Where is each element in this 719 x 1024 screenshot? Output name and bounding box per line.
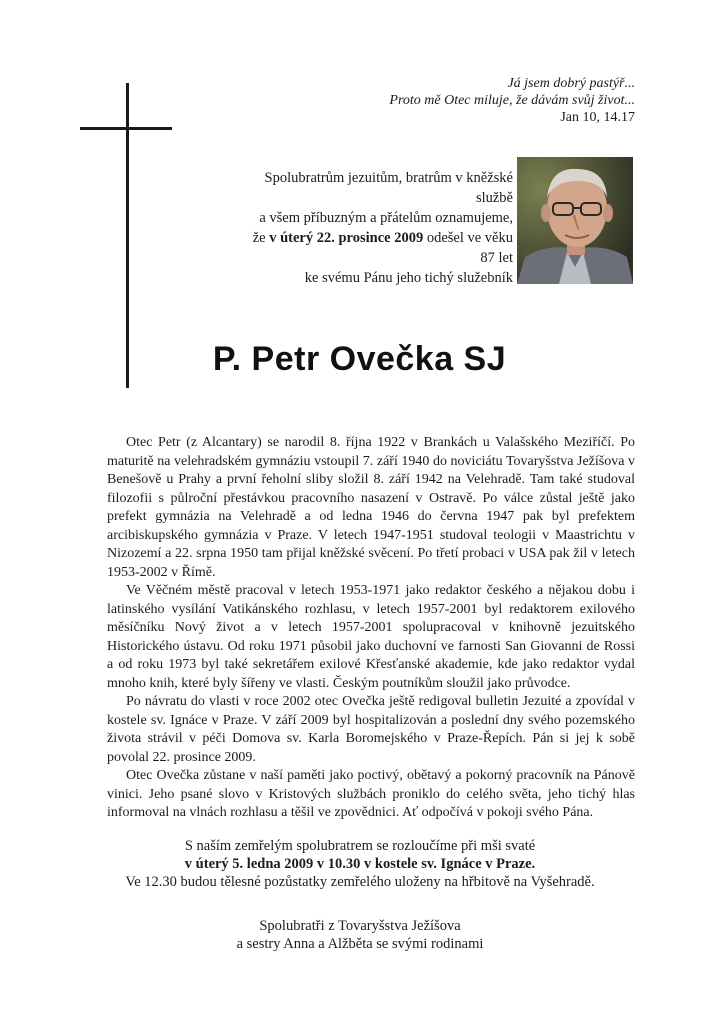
announcement-line-3-pre: že — [252, 230, 270, 246]
announcement-line-2: a všem příbuzným a přátelům oznamujeme, — [259, 210, 513, 226]
biography-paragraph: Po návratu do vlasti v roce 2002 otec Ovečka ještě redigoval bulletin Jezuité a zpovídal v kostele sv. Ignáce v Praze. V září 2009 byl hospitalizován a poslední dny svého pozemského života strávil v péči Domova sv. Karla Boromejského v Praze-Řepích. Pán si jej k sobě povolal 22. prosince 2009. — [107, 694, 635, 765]
funeral-date-text: v úterý 5. ledna 2009 v 10.30 v kostele sv. Ignáce v Praze. — [184, 856, 536, 872]
signature-line-2: a sestry Anna a Alžběta se svými rodinami — [236, 936, 484, 952]
announcement-date: v úterý 22. prosince 2009 — [269, 230, 424, 246]
deceased-name: P. Petr Ovečka SJ — [212, 340, 507, 378]
biography — [107, 434, 635, 823]
portrait-photo — [517, 157, 633, 284]
burial-info: Ve 12.30 budou tělesné pozůstatky zemřelého uloženy na hřbitově na Vyšehradě. — [125, 874, 595, 890]
biography-paragraph: Ve Věčném městě pracoval v letech 1953-1971 jako redaktor českého a nějakou dobu i latinského vysílání Vatikánského rozhlasu, v letech 1957-2001 byl redaktorem exilového měsíčníku Nový život a v letech 1957-2001 spolupracoval v knihovně jezuitského Historického ústavu. Od roku 1971 působil jako duchovní ve farnosti San Giovanni de Rossi a od roku 1973 byl také sekretářem exilové Křesťanské akademie, kde jako redaktor vydal mnoho knih, které byly šířeny ve vlasti. Českým poutníkům sloužil jako průvodce. — [107, 583, 635, 691]
death-announcement — [235, 168, 513, 288]
quote-reference: Jan 10, 14.17 — [560, 110, 635, 125]
funeral-info — [90, 837, 630, 891]
announcement-line-1: Spolubratrům jezuitům, bratrům v kněžské službě — [264, 170, 513, 206]
announcement-line-3-post: odešel ve věku 87 let — [423, 230, 513, 266]
bible-quote — [389, 75, 635, 126]
funeral-date — [90, 855, 630, 873]
announcement-line-3 — [235, 228, 513, 268]
signature-line-1: Spolubratři z Tovaryšstva Ježíšova — [259, 918, 461, 934]
signature — [90, 917, 630, 953]
biography-paragraph: Otec Ovečka zůstane v naší paměti jako poctivý, obětavý a pokorný pracovník na Pánově vinici. Jeho psané slovo v Kristových službách proniklo do celého světa, jeho tichý hlas informoval na vlnách rozhlasu a těšil ve zpovědnici. Ať odpočívá v pokoji svého Pána. — [107, 768, 635, 820]
announcement-line-4: ke svému Pánu jeho tichý služebník — [304, 270, 513, 286]
biography-paragraph: Otec Petr (z Alcantary) se narodil 8. října 1922 v Brankách u Valašského Meziříčí. Po maturitě na velehradském gymnáziu vstoupil 7. září 1940 do noviciátu Tovaryšstva Ježíšova v Benešově u Prahy a první řeholní sliby složil 8. září 1942 na Velehradě. Tam také studoval filozofii s půlroční přestávkou pracovního nasazení v Ostravě. Po válce zůstal ještě jako prefekt gymnázia na Velehradě a od ledna 1946 do června 1947 pak byl prefektem arcibiskupského gymnázia v Praze. V letech 1947-1951 studoval teologii v Maastrichtu v Nizozemí a 22. srpna 1950 tam přijal kněžské svěcení. Po třetí probaci v USA pak žil v letech 1953-2002 v Římě. — [107, 435, 635, 580]
funeral-line-1: S naším zemřelým spolubratrem se rozloučíme při mši svaté — [184, 838, 536, 854]
quote-line-2: Proto mě Otec miluje, že dávám svůj život... — [389, 93, 635, 108]
cross-icon-bar — [80, 127, 172, 130]
quote-line-1: Já jsem dobrý pastýř... — [507, 76, 635, 91]
